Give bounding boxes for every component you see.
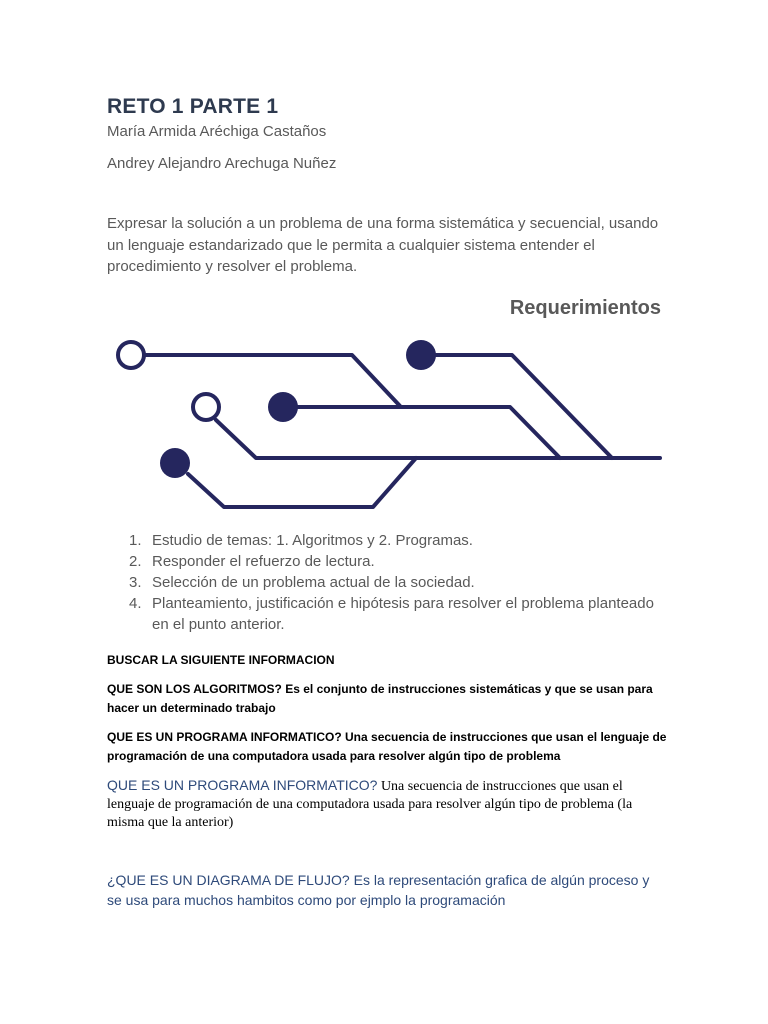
list-item: 4. Planteamiento, justificación e hipótesis para resolver el problema planteado en el punto anterior. <box>129 595 654 633</box>
question-answer: Es la representación grafica de algún proceso y se usa para muchos hambitos como por ejmplo la programación <box>107 872 650 908</box>
question-label: ¿QUE ES UN DIAGRAMA DE FLUJO? <box>107 872 350 888</box>
question-algoritmos <box>107 680 667 718</box>
question-label: QUE ES UN PROGRAMA INFORMATICO? <box>107 777 378 793</box>
circuit-line-3 <box>298 407 560 458</box>
circuit-node-solid-3 <box>160 448 190 478</box>
question-label: QUE SON LOS ALGORITMOS? <box>107 682 282 696</box>
question-answer: Una secuencia de instrucciones que usan el lenguaje de programación de una computadora usada para resolver algún tipo de problema (la misma que la anterior) <box>107 779 633 830</box>
list-item: 2. Responder el refuerzo de lectura. <box>129 553 375 570</box>
question-answer: Una secuencia de instrucciones que usan el lenguaje de programación de una computadora usada para resolver algún tipo de problema <box>107 730 667 763</box>
circuit-diagram <box>110 335 662 515</box>
intro-paragraph: Expresar la solución a un problema de una forma sistemática y secuencial, usando un lenguaje estandarizado que le permita a cualquier sistema entender el procedimiento y resolver el problema. <box>107 215 659 275</box>
circuit-node-solid-1 <box>406 340 436 370</box>
circuit-node-open-2 <box>193 394 219 420</box>
list-item: 3. Selección de un problema actual de la sociedad. <box>129 574 475 591</box>
requirements-heading: Requerimientos <box>509 297 661 319</box>
circuit-line-5 <box>188 458 416 507</box>
question-diagrama-flujo <box>107 870 667 910</box>
author-2: Andrey Alejandro Arechuga Nuñez <box>107 155 337 172</box>
question-programa-repeat <box>107 776 667 832</box>
author-1: María Armida Aréchiga Castaños <box>107 123 327 140</box>
requirements-list <box>107 530 667 635</box>
list-item: 1. Estudio de temas: 1. Algoritmos y 2. Programas. <box>129 532 473 549</box>
circuit-node-solid-2 <box>268 392 298 422</box>
question-answer: Es el conjunto de instrucciones sistemáticas y que se usan para hacer un determinado trabajo <box>107 682 653 715</box>
circuit-node-open-1 <box>118 342 144 368</box>
document-title: RETO 1 PARTE 1 <box>107 95 279 118</box>
question-label: QUE ES UN PROGRAMA INFORMATICO? <box>107 730 342 744</box>
question-programa <box>107 728 667 766</box>
search-heading: BUSCAR LA SIGUIENTE INFORMACION <box>107 653 335 667</box>
